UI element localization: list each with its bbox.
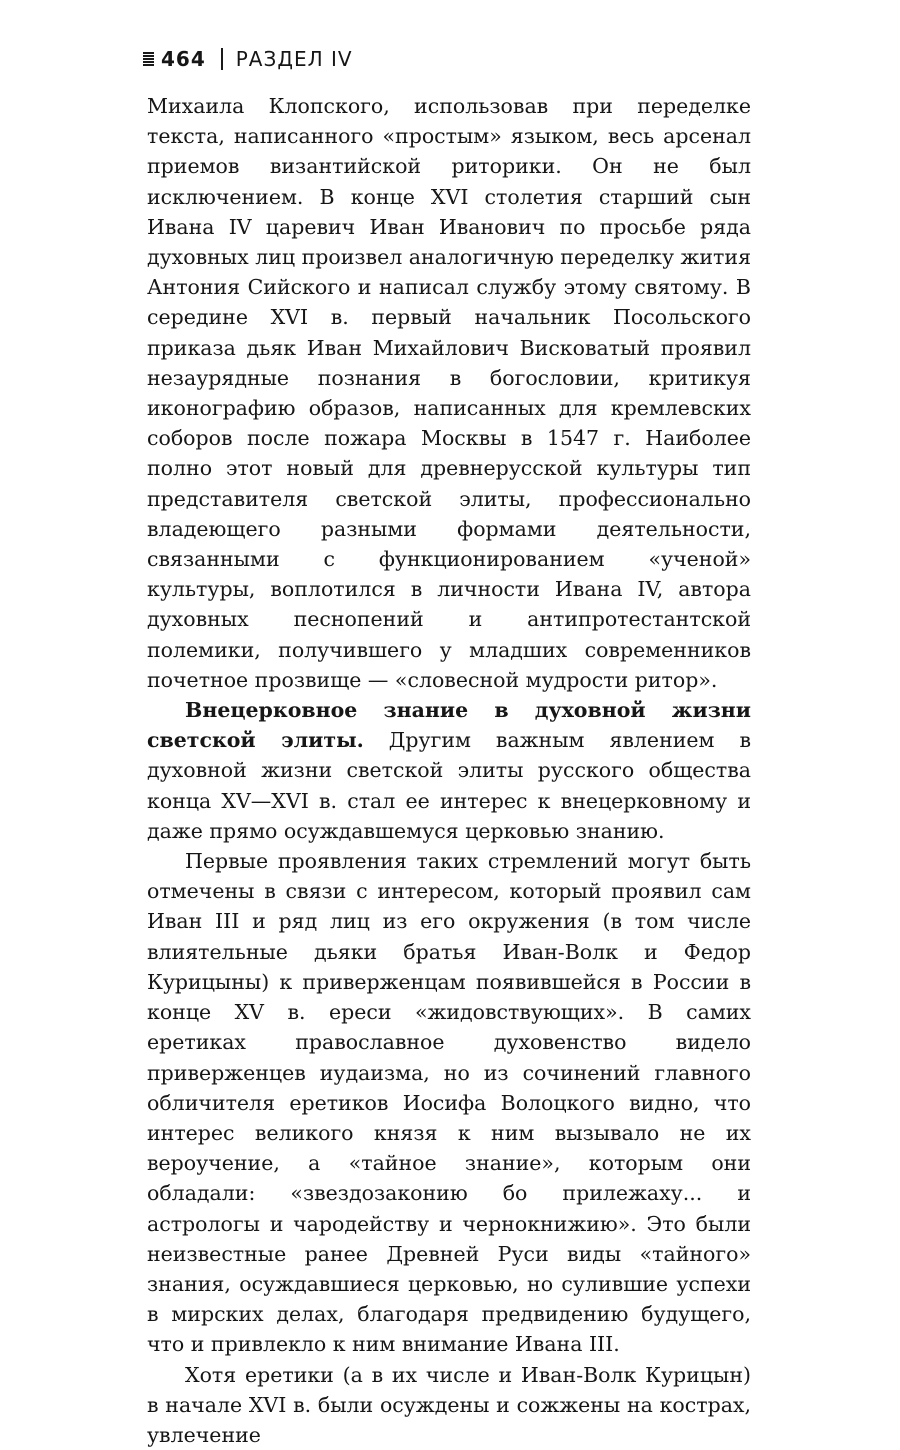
running-head: [143, 46, 353, 72]
section-title: РАЗДЕЛ IV: [235, 47, 353, 71]
page-number: 464: [161, 47, 206, 71]
header-divider: [221, 48, 223, 70]
paragraph-with-heading: [147, 695, 751, 846]
page-marker-icon: [143, 52, 154, 66]
paragraph-text: Михаила Клопского, использовав при переделке текста, написанного «простым» языком, весь арсенал приемов византийской риторики. Он не был исключением. В конце XVI столетия старший сын Ивана IV царевич Иван Иванович по просьбе ряда духовных лиц произвел аналогичную переделку жития Антония Сийского и написал службу этому святому. В середине XVI в. первый начальник Посольского приказа дьяк Иван Михайлович Висковатый проявил незаурядные познания в богословии, критикуя иконографию образов, написанных для кремлевских соборов после пожара Москвы в 1547 г. Наиболее полно этот новый для древнерусской культуры тип представителя светской элиты, профессионально владеющего разными формами деятельности, связанными с функционированием «ученой» культуры, воплотился в личности Ивана IV, автора духовных песнопений и антипротестантской полемики, получившего у младших современников почетное прозвище — «словесной мудрости ритор».: [147, 94, 751, 692]
run-in-heading: Внецерковное знание в духовной жизни светской элиты.: [147, 698, 751, 753]
body-text: [147, 91, 751, 1450]
paragraph: [147, 846, 751, 1359]
paragraph-text: Другим важным явлением в духовной жизни светской элиты русского общества конца XV—XVI в. стал ее интерес к внецерковному и даже прямо осуждавшемуся церковью знанию.: [147, 728, 751, 843]
paragraph-text: Первые проявления таких стремлений могут быть отмечены в связи с интересом, который проявил сам Иван III и ряд лиц из его окружения (в том числе влиятельные дьяки братья Иван-Волк и Федор Курицыны) к приверженцам появившейся в России в конце XV в. ереси «жидовствующих». В самих еретиках православное духовенство видело приверженцев иудаизма, но из сочинений главного обличителя еретиков Иосифа Волоцкого видно, что интерес великого князя к ним вызывало не их вероучение, а «тайное знание», которым они обладали: «звездозаконию бо прилежаху... и астрологы и чародейству и чернокнижию». Это были неизвестные ранее Древней Руси виды «тайного» знания, осуждавшиеся церковью, но сулившие успехи в мирских делах, благодаря предвидению будущего, что и привлекло к ним внимание Ивана III.: [147, 849, 751, 1357]
paragraph-text: Хотя еретики (а в их числе и Иван-Волк Курицын) в начале XVI в. были осуждены и сожжены на кострах, увлечение: [147, 1362, 751, 1447]
paragraph-continuation: [147, 91, 751, 695]
paragraph: [147, 1360, 751, 1450]
